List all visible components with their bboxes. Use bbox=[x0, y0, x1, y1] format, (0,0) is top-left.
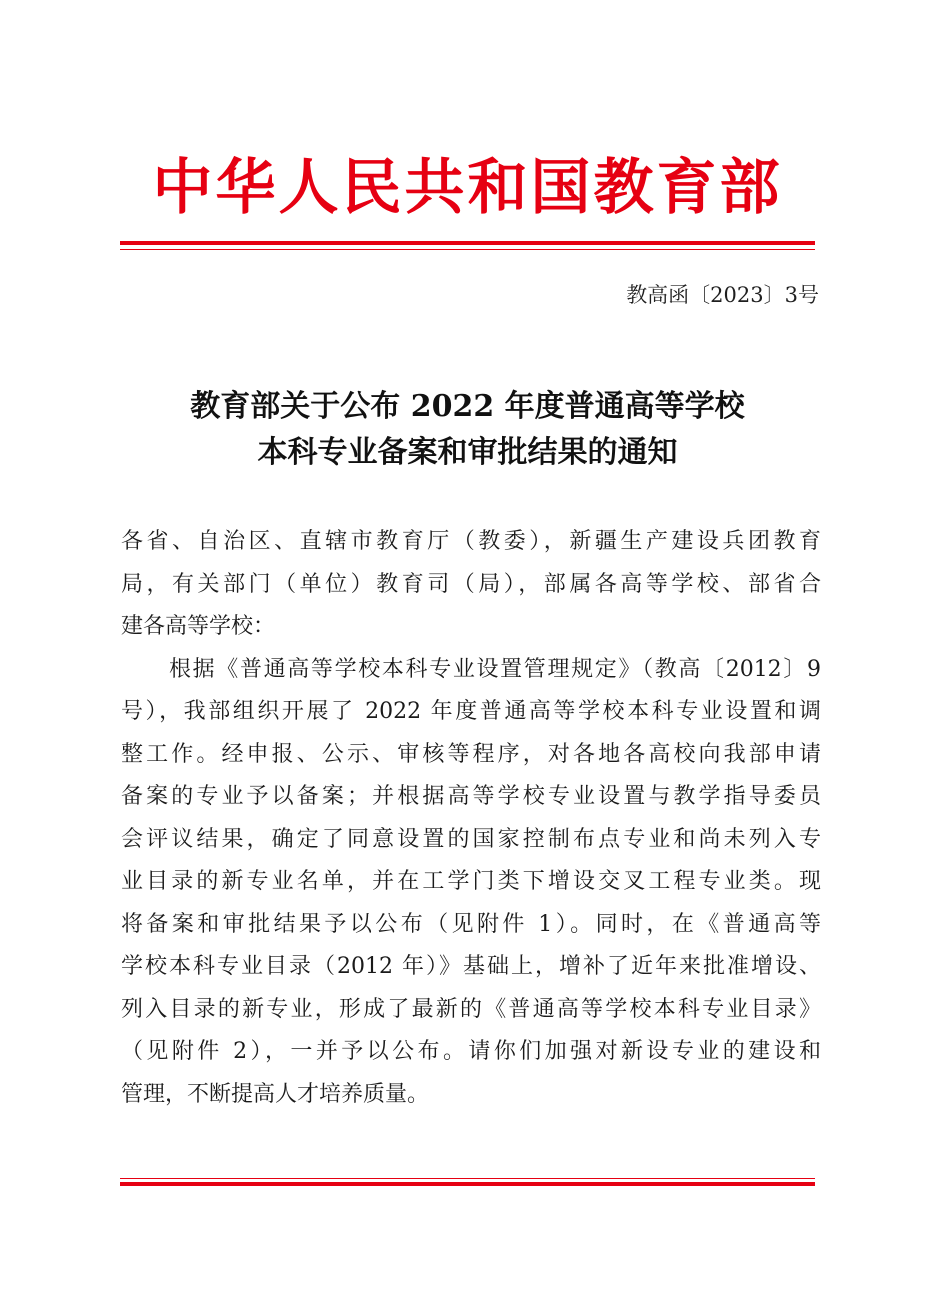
notice-title-line-2: 本科专业备案和审批结果的通知 bbox=[257, 435, 678, 470]
body-line: 业目录的新专业名单，并在工学门类下增设交叉工程专业类。现 bbox=[121, 869, 821, 894]
body-line: （见附件 2），一并予以公布。请你们加强对新设专业的建设和 bbox=[121, 1039, 821, 1064]
body-line: 局，有关部门（单位）教育司（局），部属各高等学校、部省合 bbox=[121, 571, 821, 597]
footer-rule-thin bbox=[120, 1178, 815, 1179]
notice-body bbox=[121, 521, 821, 1116]
header-rule-thin bbox=[120, 249, 815, 250]
body-line: 各省、自治区、直辖市教育厅（教委），新疆生产建设兵团教育 bbox=[121, 529, 821, 554]
ministry-header: 中华人民共和国教育部 bbox=[152, 153, 783, 223]
body-line: 备案的专业予以备案；并根据高等学校专业设置与教学指导委员 bbox=[121, 784, 821, 809]
body-line: 列入目录的新专业，形成了最新的《普通高等学校本科专业目录》 bbox=[121, 996, 821, 1022]
body-line: 建各高等学校： bbox=[121, 614, 276, 639]
document-number: 教高函〔2023〕3号 bbox=[626, 283, 819, 307]
body-line: 将备案和审批结果予以公布（见附件 1）。同时，在《普通高等 bbox=[121, 911, 821, 937]
footer-rule-thick bbox=[120, 1182, 815, 1186]
body-line: 整工作。经申报、公示、审核等程序，对各地各高校向我部申请 bbox=[121, 741, 821, 767]
body-line: 根据《普通高等学校本科专业设置管理规定》（教高〔2012〕9 bbox=[169, 656, 821, 682]
notice-title bbox=[120, 384, 815, 476]
header-rule-thick bbox=[120, 241, 815, 245]
body-line: 会评议结果，确定了同意设置的国家控制布点专业和尚未列入专 bbox=[121, 826, 821, 852]
body-line: 号），我部组织开展了 2022 年度普通高等学校本科专业设置和调 bbox=[121, 699, 821, 724]
body-line: 学校本科专业目录（2012 年）》基础上，增补了近年来批准增设、 bbox=[121, 954, 821, 979]
body-line: 管理，不断提高人才培养质量。 bbox=[121, 1081, 430, 1107]
notice-title-line-1: 教育部关于公布 2022 年度普通高等学校 bbox=[190, 389, 745, 424]
